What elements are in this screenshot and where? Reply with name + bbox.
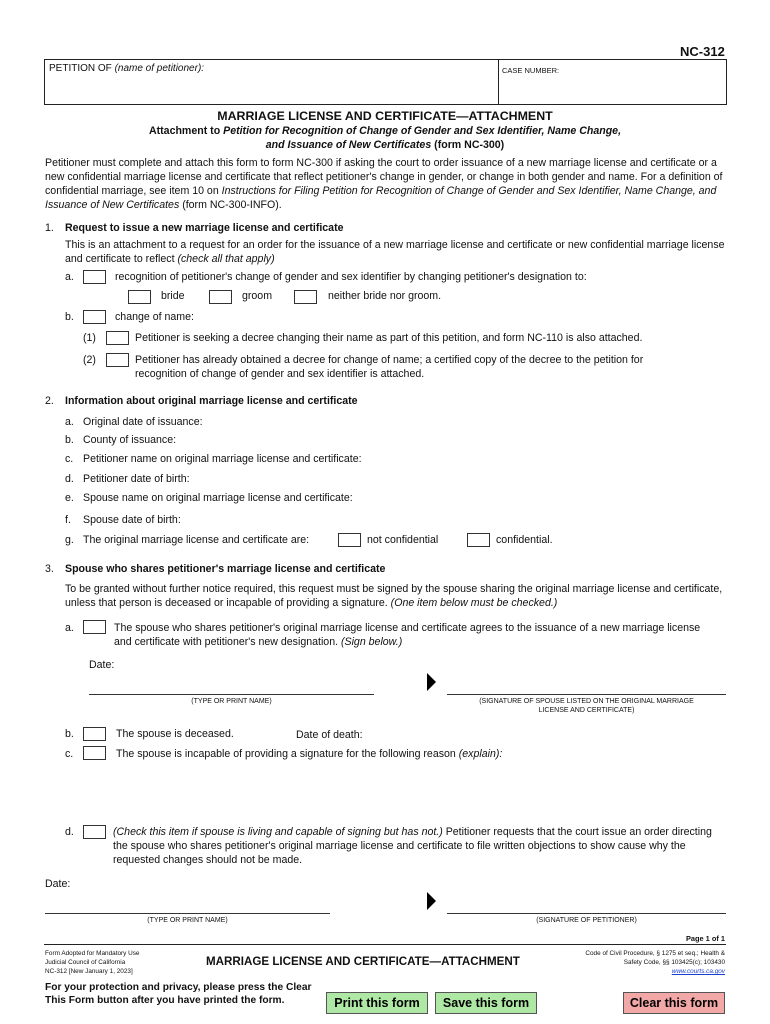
section3-heading: Spouse who shares petitioner's marriage license and certificate <box>65 563 386 575</box>
checkbox-1a[interactable] <box>83 270 106 284</box>
adopted-line-1: Form Adopted for Mandatory Use <box>45 950 140 957</box>
section3-intro <box>65 582 727 610</box>
spouse-sig-label-2: LICENSE AND CERTIFICATE) <box>538 707 635 714</box>
subtitle-suffix: (form NC-300) <box>431 139 505 151</box>
subtitle-italic-2: and Issuance of New Certificates <box>265 139 432 151</box>
checkbox-confidential[interactable] <box>467 533 490 547</box>
clear-form-button[interactable]: Clear this form <box>623 992 725 1014</box>
item-3a-text-italic: (Sign below.) <box>340 636 403 648</box>
item-2d-label: d. <box>65 473 74 485</box>
item-1b-label: b. <box>65 311 74 323</box>
header-divider <box>498 60 499 104</box>
petitioner-sig-label: (SIGNATURE OF PETITIONER) <box>536 917 637 924</box>
section3-intro-text: To be granted without further notice required, this request must be signed by the spouse sharing the original marriage license and certificate, unless that person is deceased or incapable of providing a signature. <box>65 583 723 609</box>
form-subtitle-line1 <box>0 125 770 137</box>
item-3c-text <box>116 748 502 760</box>
item-1b1-label: (1) <box>83 332 96 344</box>
footer-title: MARRIAGE LICENSE AND CERTIFICATE—ATTACHMENT <box>206 955 520 968</box>
spouse-date-label: Date: <box>89 659 115 671</box>
petitioner-date-label: Date: <box>45 878 71 890</box>
petitioner-signature-arrow-icon <box>427 892 436 910</box>
code-line-1: Code of Civil Procedure, § 1275 et seq.; Health & <box>585 950 725 957</box>
checkbox-groom[interactable] <box>209 290 232 304</box>
subtitle-italic-1: Petition for Recognition of Change of Gender and Sex Identifier, Name Change, <box>223 125 622 137</box>
item-3c-text-main: The spouse is incapable of providing a signature for the following reason <box>116 748 459 760</box>
item-1a-label: a. <box>65 271 74 283</box>
option-confidential: confidential. <box>496 534 553 546</box>
item-2c-text: Petitioner name on original marriage license and certificate: <box>83 453 362 465</box>
checkbox-3b[interactable] <box>83 727 106 741</box>
section2-number: 2. <box>45 395 54 407</box>
option-bride: bride <box>161 290 185 302</box>
section1-heading: Request to issue a new marriage license and certificate <box>65 222 344 234</box>
section3-intro-italic: (One item below must be checked.) <box>390 597 558 609</box>
spouse-sig-label-1: (SIGNATURE OF SPOUSE LISTED ON THE ORIGINAL MARRIAGE <box>479 698 694 705</box>
save-form-button[interactable]: Save this form <box>435 992 537 1014</box>
item-1b-text: change of name: <box>115 311 194 323</box>
checkbox-3a[interactable] <box>83 620 106 634</box>
item-3b-label: b. <box>65 728 74 740</box>
item-3d-text-main: Petitioner requests that the court issue an order directing the spouse who shares petitioner's original marriage license and certificate to file written objections to show cause why the requested changes should not be made. <box>113 826 712 866</box>
option-neither: neither bride nor groom. <box>328 290 442 302</box>
privacy-line-1: For your protection and privacy, please press the Clear <box>45 982 312 993</box>
item-2g-text: The original marriage license and certificate are: <box>83 534 310 546</box>
item-2b-text: County of issuance: <box>83 434 177 446</box>
petition-of-label: PETITION OF <box>49 63 112 74</box>
adopted-line-3: NC-312 [New January 1, 2023] <box>45 968 133 975</box>
checkbox-1b2[interactable] <box>106 353 129 367</box>
spouse-name-line[interactable] <box>89 694 374 695</box>
item-1b1-text: Petitioner is seeking a decree changing their name as part of this petition, and form NC-110 is also attached. <box>135 332 643 344</box>
checkbox-1b[interactable] <box>83 310 106 324</box>
form-number: NC-312 <box>680 44 725 59</box>
footer-divider <box>44 944 726 945</box>
item-2a-label: a. <box>65 416 74 428</box>
item-3c-text-italic: (explain): <box>458 748 503 760</box>
privacy-line-2: This Form button after you have printed the form. <box>45 995 285 1006</box>
spouse-type-print-label: (TYPE OR PRINT NAME) <box>191 698 272 705</box>
item-2a-text: Original date of issuance: <box>83 416 203 428</box>
item-2c-label: c. <box>65 453 74 465</box>
section1-intro-italic: (check all that apply) <box>177 253 275 265</box>
item-2e-text: Spouse name on original marriage license and certificate: <box>83 492 353 504</box>
item-1b2-text: Petitioner has already obtained a decree for change of name; a certified copy of the decree to the petition for recognition of change of gender and sex identifier is attached. <box>135 354 644 380</box>
section1-number: 1. <box>45 222 54 234</box>
checkbox-not-confidential[interactable] <box>338 533 361 547</box>
intro-text-1: Petitioner must complete and attach this form to form NC-300 if asking the court to order issuance of a new marriage license and certificate or a new confidential marriage license and certificate that reflect petitioner's change in gender, or change in both gender and name. For a definition of confidential marriage, see item 10 on <box>45 157 723 197</box>
checkbox-bride[interactable] <box>128 290 151 304</box>
intro-paragraph <box>45 156 730 212</box>
item-3d-text-italic: (Check this item if spouse is living and capable of signing but has not.) <box>113 826 443 838</box>
spouse-signature-arrow-icon <box>427 673 436 691</box>
item-1b2-label: (2) <box>83 354 96 366</box>
spouse-signature-line[interactable] <box>447 694 726 695</box>
item-3a-label: a. <box>65 622 74 634</box>
item-2f-text: Spouse date of birth: <box>83 514 181 526</box>
print-form-button[interactable]: Print this form <box>326 992 428 1014</box>
code-line-2: Safety Code, §§ 103425(c); 103430 <box>623 959 725 966</box>
item-3d-label: d. <box>65 826 74 838</box>
intro-text-2: (form NC-300-INFO). <box>179 199 282 211</box>
item-3a-text-main: The spouse who shares petitioner's original marriage license and certificate agrees to the issuance of a new marriage license and certificate with petitioner's new designation. <box>114 622 701 648</box>
section1-intro <box>65 238 725 266</box>
item-2g-label: g. <box>65 534 74 546</box>
section1-intro-text: This is an attachment to a request for an order for the issuance of a new marriage license and certificate or new confidential marriage license and certificate to reflect <box>65 239 725 265</box>
petitioner-type-print-label: (TYPE OR PRINT NAME) <box>147 917 228 924</box>
checkbox-3c[interactable] <box>83 746 106 760</box>
form-subtitle-line2 <box>0 139 770 151</box>
item-2f-label: f. <box>65 514 71 526</box>
checkbox-neither[interactable] <box>294 290 317 304</box>
petition-of-hint: (name of petitioner): <box>114 63 205 74</box>
petition-of-field[interactable] <box>49 63 204 74</box>
subtitle-prefix: Attachment to <box>148 125 224 137</box>
petitioner-signature-line[interactable] <box>447 913 726 914</box>
item-2e-label: e. <box>65 492 74 504</box>
petitioner-name-line[interactable] <box>45 913 330 914</box>
intro-text-italic: Instructions for Filing Petition for Recognition of Change of Gender and Sex Identifier, Name Change, and Issuance of New Certificates <box>45 185 717 211</box>
page-number: Page 1 of 1 <box>685 934 725 943</box>
option-groom: groom <box>242 290 273 302</box>
section2-heading: Information about original marriage license and certificate <box>65 395 358 407</box>
adopted-line-2: Judicial Council of California <box>45 959 126 966</box>
checkbox-1b1[interactable] <box>106 331 129 345</box>
item-2d-text: Petitioner date of birth: <box>83 473 190 485</box>
option-not-confidential: not confidential <box>367 534 439 546</box>
item-3b-text: The spouse is deceased. <box>116 728 234 740</box>
courts-website-link[interactable]: www.courts.ca.gov <box>671 968 725 975</box>
form-title: MARRIAGE LICENSE AND CERTIFICATE—ATTACHMENT <box>217 109 553 123</box>
item-3a-text <box>114 621 714 649</box>
checkbox-3d[interactable] <box>83 825 106 839</box>
date-of-death-label: Date of death: <box>296 729 363 741</box>
item-3d-text <box>113 825 713 867</box>
section3-number: 3. <box>45 563 54 575</box>
case-number-label[interactable]: CASE NUMBER: <box>502 66 560 75</box>
item-3c-label: c. <box>65 748 74 760</box>
item-2b-label: b. <box>65 434 74 446</box>
item-1a-text: recognition of petitioner's change of gender and sex identifier by changing petitioner's designation to: <box>115 271 587 283</box>
